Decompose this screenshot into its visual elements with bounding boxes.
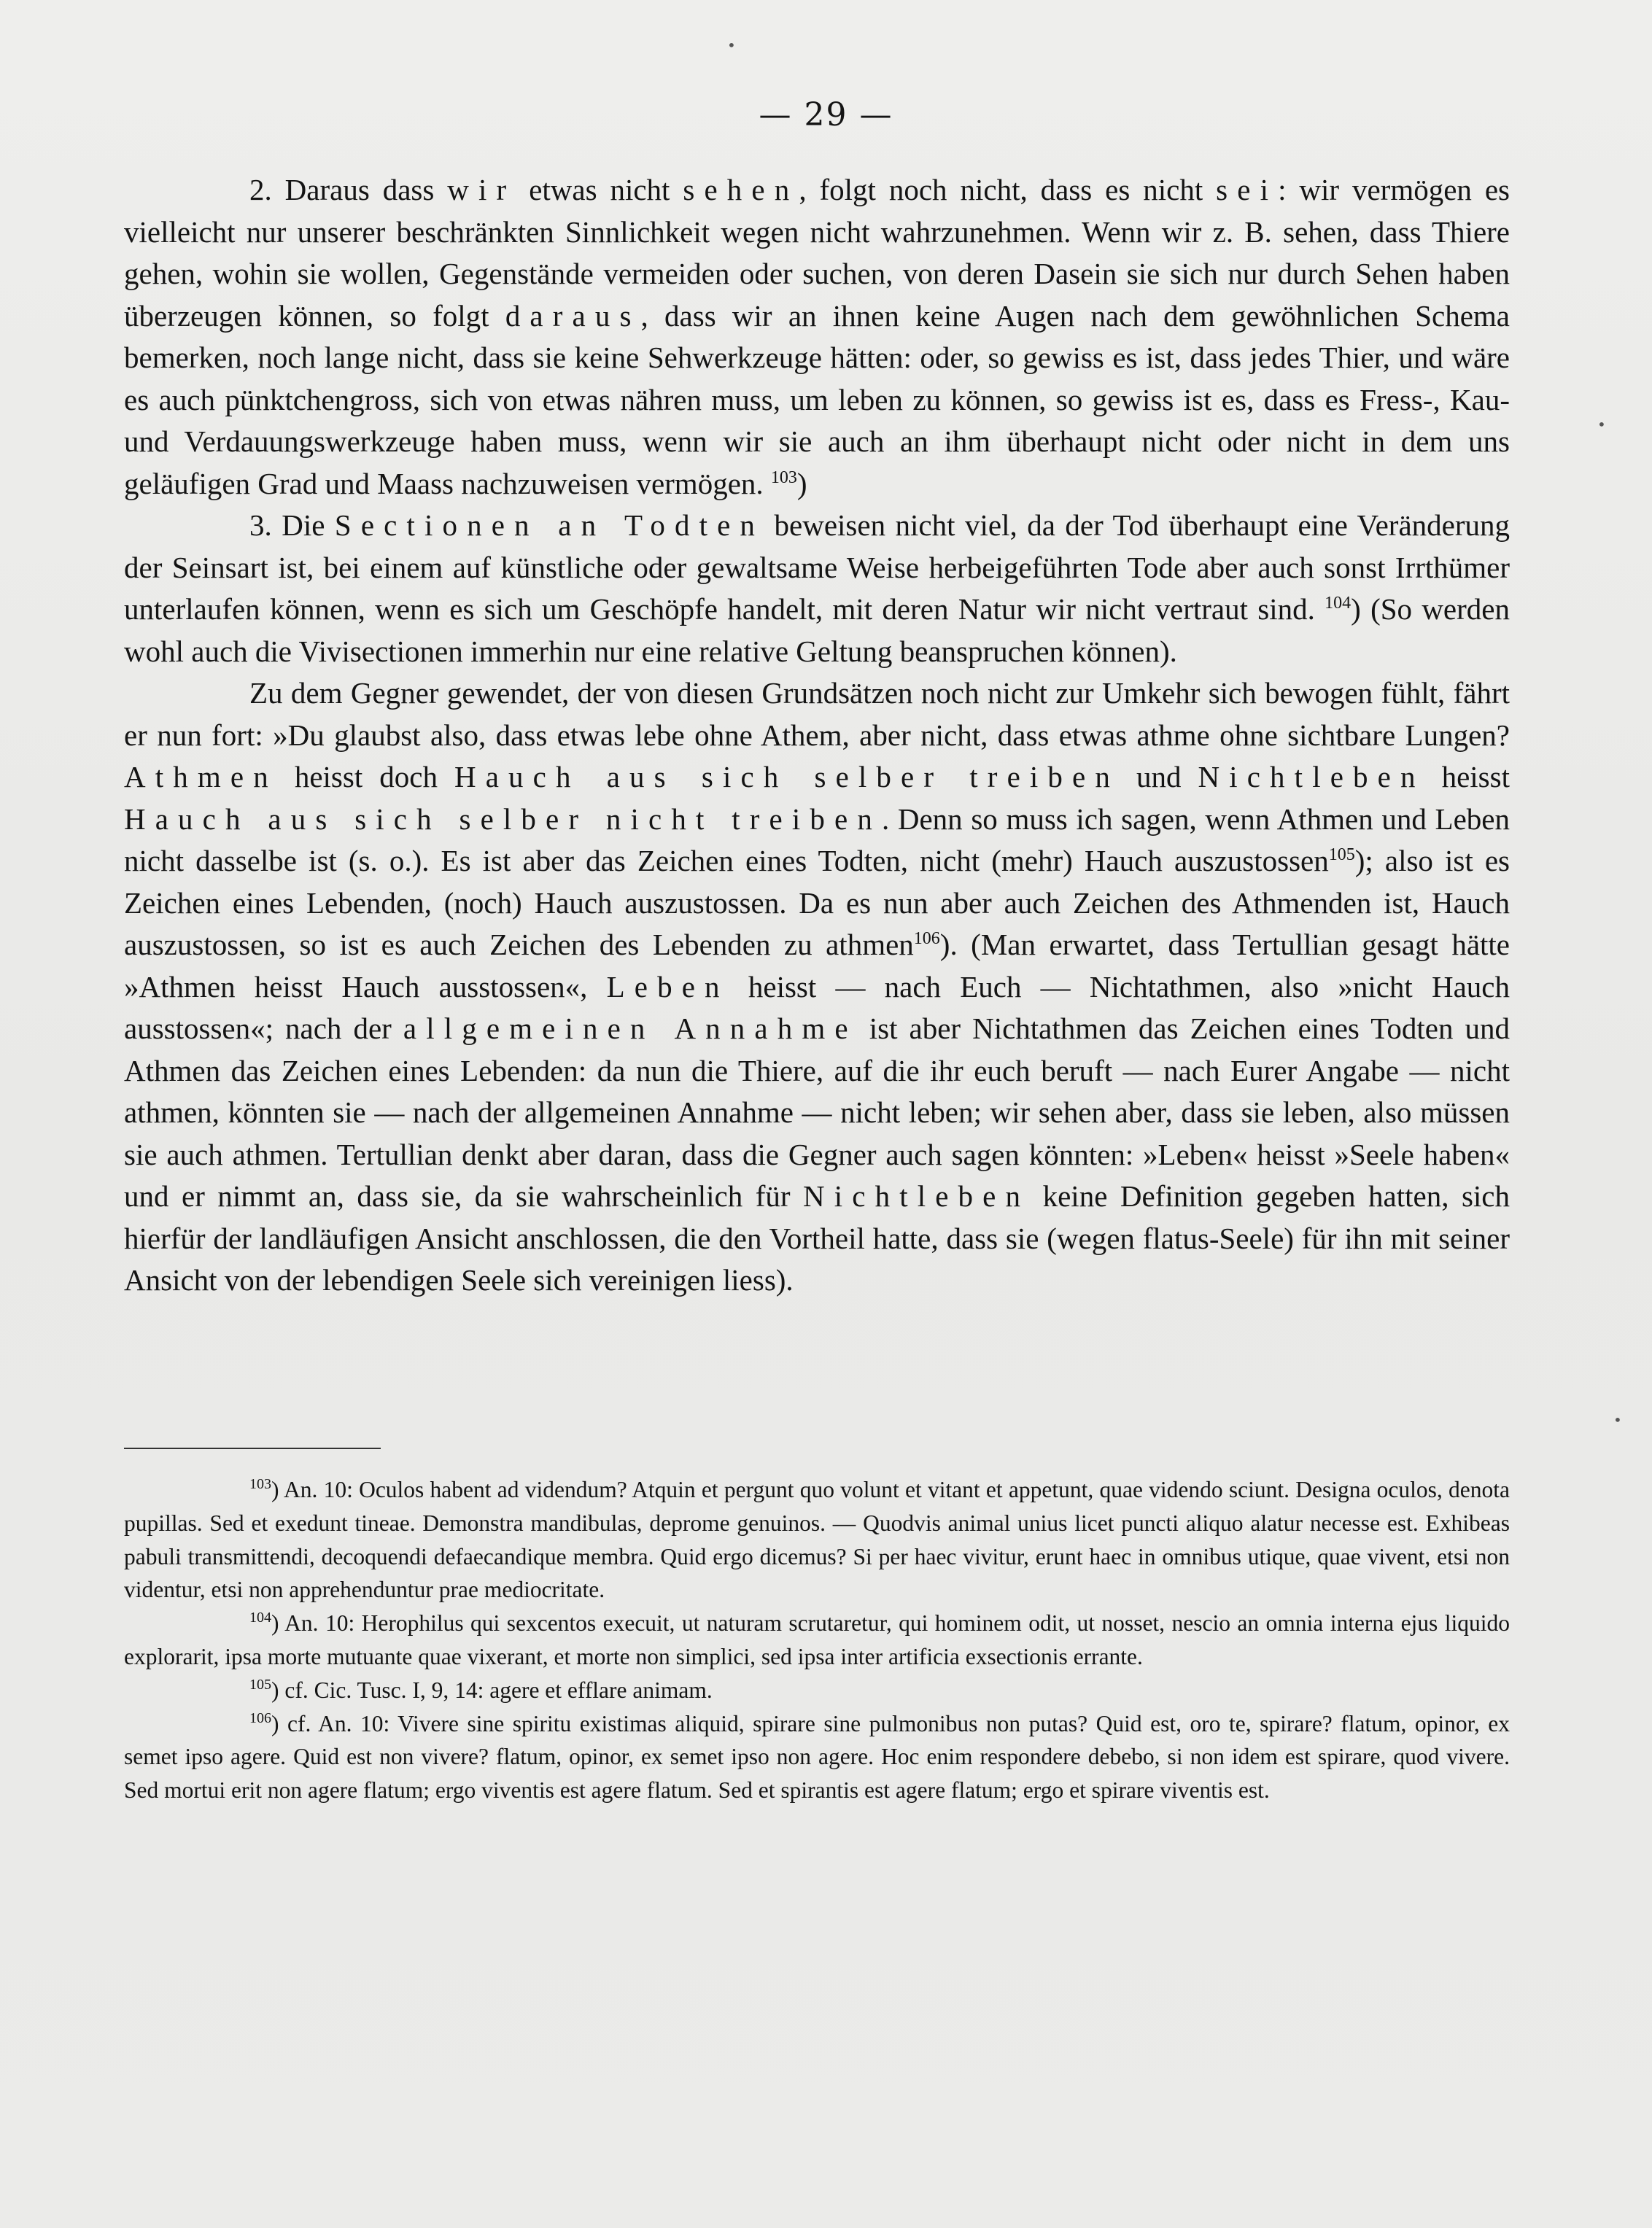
emphasis: Sectionen an Todten xyxy=(334,508,765,542)
text-run: ist aber Nichtathmen das Zeichen eines Todten und Athmen das Zeichen eines Lebenden: da nun die Thiere, auf die ihr euch beruft — nach Eurer Angabe — nicht athmen, könnten sie — nach der allgemeinen Annahme — nicht leben; wir sehen aber, dass sie leben, also müssen sie auch athmen. Tertullian denkt aber daran, dass die Gegner auch sagen könnten: »Leben« heisst »Seele haben« und er nimmt an, dass sie, da sie wahrscheinlich für xyxy=(124,1012,1510,1213)
footnote-ref-103: 103 xyxy=(770,467,797,487)
text-run: Zu dem Gegner gewendet, der von diesen Grundsätzen noch nicht zur Umkehr sich bewogen fühlt, fährt er nun fort: »Du glaubst also, dass etwas lebe ohne Athem, aber nicht, dass etwas athme ohne sichtbare Lungen? xyxy=(124,676,1510,752)
text-run: ). (Man erwartet, dass Tertullian gesagt hätte »Athmen heisst Hauch ausstossen«, xyxy=(124,928,1510,1004)
text-run: beweisen nicht viel, da der Tod überhaupt eine Veränderung der Seinsart ist, bei einem auf künstliche oder gewaltsame Weise herbeigeführten Tode aber auch sonst Irrthümer unterlaufen können, wenn es sich um Geschöpfe handelt, mit deren Natur wir nicht vertraut sind. xyxy=(124,508,1511,626)
footnote-text: ) An. 10: Oculos habent ad videndum? Atquin et pergunt quo volunt et vitant et appetunt, quae videndo sciunt. Designa oculos, denota pupillas. Sed et exedunt tineae. Demonstra mandibulas, deprome genuinos. — Quodvis animal unius licet puncti aliquo alatur necesse est. Exhibeas pabuli transmittendi, decoquendi defaecandique membra. Quid ergo dicemus? Si per haec vivitur, erunt haec in omnibus utique, quae vivent, etsi non videntur, etsi non apprehenduntur prae mediocritate. xyxy=(124,1477,1510,1603)
text-run: und xyxy=(1119,760,1198,793)
scan-speck-icon: • xyxy=(727,36,736,54)
footnote-ref-105: 105 xyxy=(1328,845,1355,864)
emphasis: Nichtleben xyxy=(1198,760,1425,793)
scan-speck-icon: • xyxy=(1613,1411,1622,1429)
footnote-text: ) cf. Cic. Tusc. I, 9, 14: agere et efflare animam. xyxy=(271,1677,713,1703)
emphasis: sei xyxy=(1216,173,1279,206)
footnote-104 xyxy=(124,1607,1510,1674)
paragraph-opponent xyxy=(124,672,1510,1302)
footnote-ref-106: 106 xyxy=(913,929,940,948)
text-run: . Denn so muss ich sagen, wenn Athmen und Leben nicht dasselbe ist (s. o.). Es ist aber das Zeichen eines Todten, nicht (mehr) Hauch auszustossen xyxy=(124,801,1511,877)
text-run: , folgt noch nicht, dass es nicht xyxy=(799,173,1217,206)
page-number: — 29 — xyxy=(759,96,893,133)
footnotes xyxy=(124,1473,1510,1807)
emphasis: sehen xyxy=(683,173,799,206)
text-run: : wir vermögen es vielleicht nur unserer beschränkten Sinnlichkeit wegen nicht wahrzunehmen. Wenn wir z. B. sehen, dass Thiere gehen, wohin sie wollen, Gegenstände vermeiden oder suchen, von deren Dasein sie sich nur durch Sehen haben überzeugen können, so folgt xyxy=(124,173,1510,333)
footnote-text: ) cf. An. 10: Vivere sine spiritu existimas aliquid, spirare sine pulmonibus non putas? Quid est, oro te, spirare? flatum, opinor, ex semet ipso agere. Quid est non vivere? flatum, opinor, ex semet ipso non agere. Hoc enim respondere debebo, si non idem est spirare, quod vivere. Sed mortui erit non agere flatum; ergo viventis est agere flatum. Sed et spirantis est agere flatum; ergo et spirare viventis est. xyxy=(124,1710,1510,1804)
paragraph-3 xyxy=(124,505,1510,672)
text-run: heisst doch xyxy=(277,760,454,793)
footnote-ref-104: 104 xyxy=(1325,594,1352,613)
emphasis: Hauch aus sich selber nicht treiben xyxy=(124,801,882,836)
text-run: 2. Daraus dass xyxy=(249,173,448,206)
scan-speck-icon: • xyxy=(1597,416,1606,433)
emphasis: Hauch aus sich selber treiben xyxy=(454,760,1120,793)
main-text xyxy=(124,169,1510,1302)
emphasis: Leben xyxy=(606,969,729,1004)
text-run: ) xyxy=(796,466,807,500)
emphasis: wir xyxy=(447,173,516,206)
emphasis: Nichtleben xyxy=(803,1179,1031,1213)
footnote-number: 103 xyxy=(249,1476,271,1492)
emphasis: allgemeinen Annahme xyxy=(403,1012,858,1045)
footnote-separator xyxy=(124,1448,381,1449)
text-run: 3. Die xyxy=(249,508,335,542)
emphasis: Athmen xyxy=(124,760,278,793)
text-run: etwas nicht xyxy=(516,173,683,206)
text-run: heisst — nach Euch — Nichtathmen, also »nicht Hauch ausstossen«; nach der xyxy=(124,969,1510,1045)
text-run: , dass wir an ihnen keine Augen nach dem gewöhnlichen Schema bemerken, noch lange nicht, dass sie keine Sehwerkzeuge hätten: oder, so gewiss es ist, dass jedes Thier, und wäre es auch pünktchengross, sich von etwas nähren muss, um leben zu können, so gewiss ist es, dass es Fress-, Kau- und Verdauungswerkzeuge haben muss, wenn wir sie auch an ihm überhaupt nicht oder nicht in dem uns geläufigen Grad und Maass nachzuweisen vermögen. xyxy=(124,298,1510,500)
footnote-number: 106 xyxy=(249,1709,271,1726)
text-run: keine Definition gegeben hatten, sich hierfür der landläufigen Ansicht anschlossen, die den Vortheil hatte, dass sie (wegen flatus-Seele) für ihn mit seiner Ansicht von der lebendigen Seele sich vereinigen liess). xyxy=(124,1179,1510,1297)
footnote-number: 104 xyxy=(249,1610,271,1626)
footnote-106 xyxy=(124,1707,1510,1807)
footnote-text: ) An. 10: Herophilus qui sexcentos execuit, ut naturam scrutaretur, qui hominem odit, ut nosset, nescio an omnia interna ejus liquido explorarit, ipsa morte mutuante quae vixerant, et morte non simplici, sed ipsa inter artificia exsectionis errante. xyxy=(124,1610,1510,1669)
paragraph-2 xyxy=(124,169,1510,505)
emphasis: daraus xyxy=(505,298,641,333)
footnote-105 xyxy=(124,1674,1510,1707)
text-run: ); also ist es Zeichen eines Lebenden, (noch) Hauch auszustossen. Da es nun aber auch Zeichen des Athmenden ist, Hauch auszustossen, so ist es auch Zeichen des Lebenden zu athmen xyxy=(124,844,1510,961)
text-run: heisst xyxy=(1424,760,1510,793)
footnote-number: 105 xyxy=(249,1676,271,1693)
text-run: ) (So werden wohl auch die Vivisectionen immerhin nur eine relative Geltung beanspruchen können). xyxy=(124,592,1510,668)
footnote-103 xyxy=(124,1473,1510,1607)
